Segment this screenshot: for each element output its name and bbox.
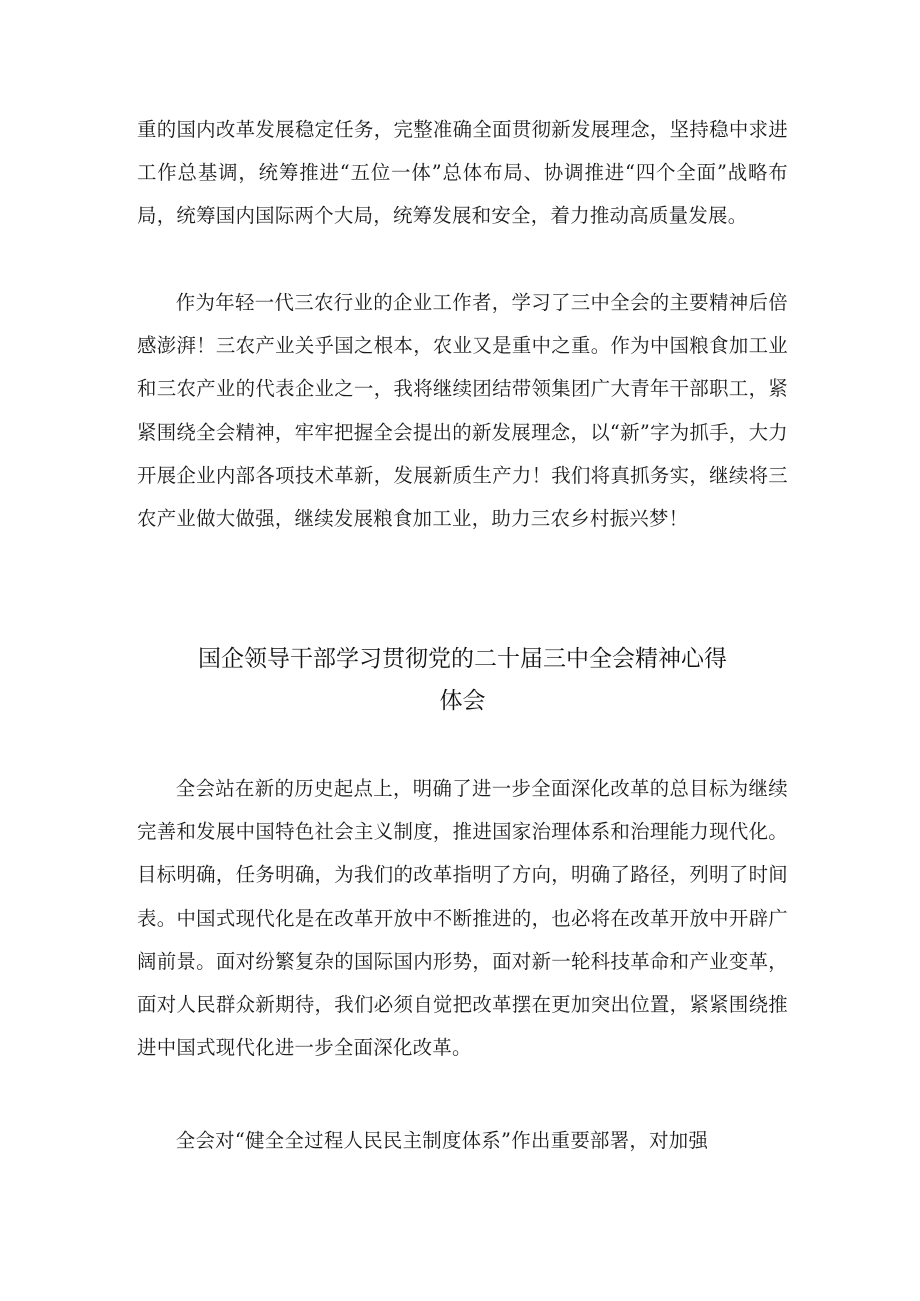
paragraph-young-agriculture-worker: 作为年轻一代三农行业的企业工作者，学习了三中全会的主要精神后倍感澎湃！三农产业关乎国之根本，农业又是重中之重。作为中国粮食加工业和三农产业的代表企业之一，我将继续团结带领集团广大青年干部职工，紧紧围绕全会精神，牢牢把握全会提出的新发展理念，以“新”字为抓手，大力开展企业内部各项技术革新，发展新质生产力！我们将真抓务实，继续将三农产业做大做强，继续发展粮食加工业，助力三农乡村振兴梦！ [137,291,788,531]
paragraph-continuation: 重的国内改革发展稳定任务，完整准确全面贯彻新发展理念，坚持稳中求进工作总基调，统筹推进“五位一体”总体布局、协调推进“四个全面”战略布局，统筹国内国际两个大局，统筹发展和安全，着力推动高质量发展。 [137,118,788,228]
section-title-line-2: 体会 [439,688,486,714]
paragraph-reform-goals: 全会站在新的历史起点上，明确了进一步全面深化改革的总目标为继续完善和发展中国特色社会主义制度，推进国家治理体系和治理能力现代化。目标明确，任务明确，为我们的改革指明了方向，明确了路径，列明了时间表。中国式现代化是在改革开放中不断推进的，也必将在改革开放中开辟广阔前景。面对纷繁复杂的国际国内形势，面对新一轮科技革命和产业变革，面对人民群众新期待，我们必须自觉把改革摆在更加突出位置，紧紧围绕推进中国式现代化进一步全面深化改革。 [137,777,788,1060]
paragraph-democracy-system: 全会对“健全全过程人民民主制度体系”作出重要部署，对加强 [175,1129,709,1152]
section-title [137,638,788,722]
section-title-line-1: 国企领导干部学习贯彻党的二十届三中全会精神心得 [198,646,727,672]
